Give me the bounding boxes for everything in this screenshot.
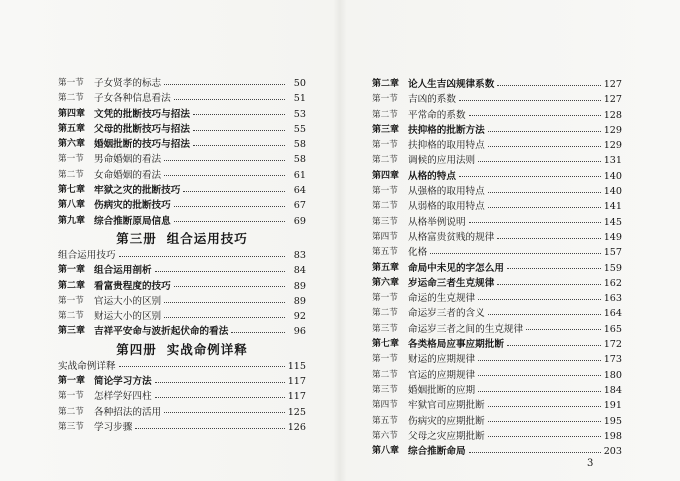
toc-entry[interactable] [372,322,622,337]
toc-page-number: 140 [603,170,622,182]
toc-page-number: 165 [603,323,622,335]
toc-page-number: 125 [287,406,306,418]
toc-page-number: 67 [293,200,306,212]
toc-page-number: 184 [603,384,622,396]
toc-page-number: 117 [287,391,306,403]
toc-section-number: 第八章 [58,200,86,211]
toc-dot-leader [488,206,601,208]
toc-entry[interactable] [58,91,306,106]
toc-entry-title: 男命婚姻的看法 [94,154,162,166]
toc-entry-title: 从格的特点 [408,170,456,182]
toc-section-number: 第二节 [58,311,84,322]
toc-dot-leader [526,328,601,330]
toc-page-number: 53 [293,108,306,120]
toc-dot-leader [193,113,285,115]
toc-entry-title: 财运的应期规律 [408,354,476,366]
toc-entry[interactable] [58,294,306,309]
toc-chapter-entry[interactable] [372,77,622,92]
toc-chapter-entry[interactable] [58,137,306,152]
toc-section-number: 第二节 [372,201,398,212]
part-number: 第四册 [116,341,157,357]
toc-entry-title: 吉凶的系数 [408,94,456,106]
toc-entry[interactable] [372,245,622,260]
toc-entry[interactable] [58,152,306,167]
toc-dot-leader [155,396,285,398]
toc-entry[interactable] [372,92,622,107]
toc-entry[interactable] [372,184,622,199]
toc-chapter-entry[interactable] [58,122,306,137]
toc-entry-title: 从弱格的取用特点 [408,201,485,213]
toc-page-number: 127 [603,79,622,90]
toc-entry[interactable] [372,138,622,153]
toc-section-number: 第三章 [372,124,400,135]
toc-page-number: 92 [293,311,306,323]
toc-page-number: 162 [603,277,622,289]
toc-page-number: 84 [293,265,306,277]
toc-entry-title: 婚姻批断的应期 [408,384,476,396]
toc-page-number: 127 [603,94,622,106]
toc-dot-leader [155,270,285,272]
toc-entry[interactable] [58,248,306,263]
toc-page-number: 180 [603,369,622,381]
toc-entry-title: 财运大小的区别 [94,311,162,323]
toc-entry-title: 牢狱之灾的批断技巧 [94,185,181,197]
toc-page-number: 203 [603,446,622,458]
toc-right-column [372,77,622,459]
toc-section-number: 第一节 [372,354,398,365]
toc-entry[interactable] [372,383,622,398]
toc-dot-leader [164,83,285,85]
toc-page-number: 131 [603,155,622,167]
toc-section-number: 第二节 [58,93,84,104]
toc-entry-title: 从强格的取用特点 [408,186,485,198]
toc-dot-leader [478,160,601,162]
toc-entry-title: 伤病灾的应期批断 [408,415,485,427]
toc-part-heading [58,340,306,359]
toc-dot-leader [119,255,285,257]
toc-entry-title: 子女贤孝的标志 [94,78,162,89]
toc-section-number: 第二节 [58,406,84,417]
toc-entry-title: 子女各种信息看法 [94,93,171,105]
toc-page-number: 61 [293,169,306,181]
toc-entry-title: 怎样学好四柱 [94,391,152,403]
toc-entry[interactable] [372,291,622,306]
toc-chapter-entry[interactable] [372,276,622,291]
toc-entry[interactable] [58,168,306,183]
toc-chapter-entry[interactable] [372,123,622,138]
toc-section-number: 第五章 [58,123,86,134]
toc-section-number: 第三节 [372,384,398,395]
toc-page-number: 58 [293,139,306,151]
toc-chapter-entry[interactable] [58,107,306,122]
toc-dot-leader [119,365,285,367]
toc-section-number: 第四节 [372,400,398,411]
toc-section-number: 第一节 [372,140,398,151]
toc-dot-leader [459,175,601,177]
toc-page-number: 157 [603,247,622,259]
toc-page-number: 51 [293,93,306,105]
toc-page-number: 129 [603,124,622,136]
toc-section-number: 第一节 [372,94,398,105]
part-title: 实战命例详释 [166,341,248,357]
toc-chapter-entry[interactable] [58,374,306,389]
toc-entry-title: 综合推断原局信息 [94,215,171,227]
toc-page-number: 163 [603,293,622,305]
toc-page-number: 96 [293,326,306,338]
toc-page-number: 117 [287,376,306,388]
toc-entry[interactable] [58,359,306,374]
toc-section-number: 第四节 [372,231,398,242]
toc-section-number: 第二章 [372,79,400,89]
toc-dot-leader [174,98,285,100]
toc-entry-title: 各种招法的活用 [94,406,162,418]
toc-entry[interactable] [372,215,622,230]
toc-entry-title: 学习步骤 [94,421,133,433]
toc-entry[interactable] [372,230,622,245]
toc-entry[interactable] [58,389,306,404]
toc-section-number: 第六章 [372,277,400,288]
toc-entry[interactable] [58,405,306,420]
toc-page-number: 164 [603,308,622,320]
toc-entry[interactable] [372,108,622,123]
toc-chapter-entry[interactable] [372,261,622,276]
toc-page-number: 89 [293,295,306,307]
toc-section-number: 第四章 [372,170,400,181]
toc-entry-title: 命运岁三者之间的生克规律 [408,323,524,335]
toc-entry-title: 扶抑格的取用特点 [408,140,485,152]
toc-dot-leader [478,359,601,361]
toc-entry-title: 女命婚姻的看法 [94,169,162,181]
toc-entry[interactable] [372,414,622,429]
toc-chapter-entry[interactable] [58,198,306,213]
toc-section-number: 第三节 [372,216,398,227]
toc-chapter-entry[interactable] [58,324,306,339]
toc-page-number: 195 [603,415,622,427]
toc-entry[interactable] [372,368,622,383]
toc-dot-leader [231,331,285,333]
toc-entry-title: 组合运用技巧 [58,249,116,261]
part-title: 组合运用技巧 [166,230,248,246]
toc-entry[interactable] [372,153,622,168]
toc-entry-title: 各类格局应事应期批断 [408,339,504,351]
toc-section-number: 第一节 [372,293,398,304]
toc-dot-leader [488,313,601,315]
toc-entry-title: 命局中未见的字怎么用 [408,262,504,274]
toc-dot-leader [497,283,600,285]
toc-entry-title: 平常命的系数 [408,109,466,121]
toc-dot-leader [488,435,601,437]
toc-dot-leader [488,420,601,422]
toc-page-number: 50 [293,78,306,89]
toc-chapter-entry[interactable] [372,169,622,184]
toc-entry-title: 吉祥平安命与波折起伏命的看法 [94,326,229,338]
toc-page-number: 89 [293,280,306,292]
toc-section-number: 第三章 [58,326,86,337]
toc-chapter-entry[interactable] [58,279,306,294]
toc-section-number: 第二章 [58,280,86,291]
toc-page-number: 149 [603,231,622,243]
toc-left-column [58,76,306,435]
toc-entry-title: 调候的应用法则 [408,155,476,167]
toc-section-number: 第九章 [58,215,86,226]
toc-dot-leader [164,174,285,176]
toc-dot-leader [174,285,285,287]
toc-dot-leader [497,237,600,239]
toc-entry[interactable] [372,352,622,367]
toc-entry-title: 实战命例详释 [58,360,116,372]
toc-dot-leader [174,205,285,207]
toc-section-number: 第八章 [372,446,400,457]
toc-entry-title: 从格富贵贫贱的规律 [408,231,495,243]
toc-dot-leader [488,191,601,193]
toc-entry[interactable] [372,398,622,413]
toc-dot-leader [469,114,601,116]
toc-page-number: 126 [287,421,306,433]
toc-section-number: 第三节 [372,323,398,334]
toc-entry-title: 命运岁三者的含义 [408,308,485,320]
toc-chapter-entry[interactable] [58,183,306,198]
toc-section-number: 第六章 [58,139,86,150]
toc-entry-title: 父母的批断技巧与招法 [94,123,190,135]
toc-page-number: 55 [293,123,306,135]
toc-dot-leader [497,84,600,86]
toc-dot-leader [469,451,601,453]
toc-page-number: 83 [293,249,306,261]
toc-entry-title: 父母之灾应期批断 [408,430,485,442]
toc-dot-leader [507,267,601,269]
toc-dot-leader [193,129,285,131]
toc-section-number: 第一章 [58,265,86,276]
toc-entry-title: 从格举例说明 [408,216,466,228]
toc-entry-title: 官运的应期规律 [408,369,476,381]
toc-page-number: 69 [293,215,306,227]
toc-dot-leader [469,221,601,223]
toc-chapter-entry[interactable] [58,214,306,229]
toc-dot-leader [193,144,285,146]
toc-dot-leader [135,427,284,429]
toc-page-number: 173 [603,354,622,366]
toc-page-number: 128 [603,109,622,121]
toc-dot-leader [488,130,601,132]
toc-dot-leader [174,220,285,222]
toc-chapter-entry[interactable] [372,444,622,459]
toc-dot-leader [488,405,601,407]
toc-page-number: 58 [293,154,306,166]
toc-page-number: 145 [603,216,622,228]
toc-dot-leader [164,159,285,161]
toc-section-number: 第一节 [58,154,84,165]
toc-section-number: 第一节 [58,78,84,88]
toc-dot-leader [164,411,285,413]
toc-section-number: 第七章 [372,339,400,350]
toc-entry-title: 论人生吉凶规律系数 [408,79,495,90]
toc-page-number: 129 [603,140,622,152]
toc-section-number: 第四章 [58,108,86,119]
toc-section-number: 第三节 [58,421,84,432]
toc-section-number: 第一节 [372,186,398,197]
toc-dot-leader [478,374,601,376]
toc-entry-title: 岁运命三者生克规律 [408,277,495,289]
toc-section-number: 第一节 [58,295,84,306]
toc-entry-title: 伤病灾的批断技巧 [94,200,171,212]
toc-dot-leader [478,298,601,300]
toc-section-number: 第一章 [58,376,86,387]
toc-dot-leader [488,145,601,147]
toc-section-number: 第二节 [372,308,398,319]
page-folio-number: 3 [587,458,594,469]
toc-section-number: 第二节 [372,155,398,166]
toc-page-number: 115 [287,360,306,372]
toc-entry-title: 文凭的批断技巧与招法 [94,108,190,120]
toc-dot-leader [478,390,601,392]
toc-dot-leader [155,381,285,383]
toc-page-number: 191 [603,400,622,412]
toc-dot-leader [459,99,601,101]
toc-entry-title: 扶抑格的批断方法 [408,124,485,136]
toc-section-number: 第五章 [372,262,400,273]
toc-section-number: 第二节 [372,109,398,120]
toc-page-number: 172 [603,339,622,351]
toc-entry[interactable] [58,420,306,435]
toc-entry[interactable] [372,199,622,214]
toc-page-number: 159 [603,262,622,274]
toc-entry[interactable] [372,429,622,444]
toc-entry-title: 看富贵程度的技巧 [94,280,171,292]
toc-chapter-entry[interactable] [58,263,306,278]
toc-entry-title: 婚姻批断的技巧与招法 [94,139,190,151]
part-number: 第三册 [116,230,157,246]
toc-section-number: 第一节 [58,391,84,402]
toc-entry[interactable] [372,306,622,321]
toc-entry[interactable] [58,76,306,91]
toc-section-number: 第七章 [58,185,86,196]
toc-dot-leader [507,344,601,346]
toc-dot-leader [164,301,285,303]
toc-dot-leader [430,252,601,254]
toc-section-number: 第二节 [58,169,84,180]
toc-page-number: 64 [293,185,306,197]
toc-section-number: 第五节 [372,247,398,258]
toc-entry-title: 官运大小的区别 [94,295,162,307]
toc-entry-title: 综合推断命局 [408,446,466,458]
toc-chapter-entry[interactable] [372,337,622,352]
toc-entry-title: 牢狱官司应期批断 [408,400,485,412]
toc-part-heading [58,229,306,248]
toc-entry-title: 组合运用剖析 [94,265,152,277]
toc-page-number: 141 [603,201,622,213]
toc-section-number: 第六节 [372,430,398,441]
toc-section-number: 第五节 [372,415,398,426]
toc-dot-leader [164,316,285,318]
toc-dot-leader [183,190,285,192]
toc-entry-title: 简论学习方法 [94,376,152,388]
toc-page-number: 140 [603,186,622,198]
toc-page-number: 198 [603,430,622,442]
toc-section-number: 第二节 [372,369,398,380]
toc-entry-title: 化格 [408,247,428,259]
toc-entry[interactable] [58,309,306,324]
toc-entry-title: 命运的生克规律 [408,293,476,305]
